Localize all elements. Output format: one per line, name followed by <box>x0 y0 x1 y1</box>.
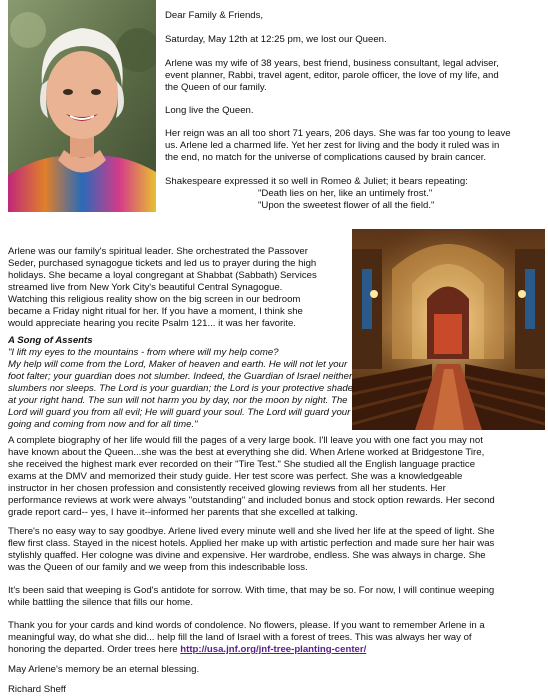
psalm-line-7: going and coming from now and for all time." <box>8 419 198 430</box>
psalm-line-1: "I lift my eyes to the mountains - from where will my help come? <box>8 347 279 358</box>
spiritual-line-6: became a Friday night ritual for her. If you have a moment, I think she <box>8 306 303 317</box>
thanks-line-3-text: honoring the departed. Order trees here <box>8 644 181 655</box>
blessing-line: May Arlene's memory be an eternal blessing. <box>8 664 200 675</box>
quote-line-1: "Death lies on her, like an untimely frost." <box>258 188 433 199</box>
goodbye-line-4: was the Queen of our family and we weep from this indescribable loss. <box>8 562 308 573</box>
long-live-line: Long live the Queen. <box>165 105 254 116</box>
psalm-line-2: My help will come from the Lord, Maker of heaven and earth. He will not let your <box>8 359 348 370</box>
spiritual-line-7: would appreciate hearing you recite Psalm 121... it was her favorite. <box>8 318 296 329</box>
psalm-line-6: Lord will guard you from all evil; He will guard your soul. The Lord will guard your <box>8 407 351 418</box>
reign-line-3: the end, no match for the universe of complications caused by brain cancer. <box>165 152 487 163</box>
intro-line-2: event planner, Rabbi, travel agent, editor, parole officer, the love of my life, and <box>165 70 499 81</box>
goodbye-line-1: There's no easy way to say goodbye. Arlene lived every minute well and she lived her life at the speed of light. She <box>8 526 495 537</box>
thanks-line-3 <box>8 644 366 656</box>
quote-line-2: "Upon the sweetest flower of all the field." <box>258 200 435 211</box>
spiritual-line-2: Seder, purchased synagogue tickets and led us to prayer during the high <box>8 258 317 269</box>
jnf-tree-link[interactable]: http://usa.jnf.org/jnf-tree-planting-center/ <box>180 644 367 655</box>
psalm-line-4: slumbers nor sleeps. The Lord is your guardian; the Lord is your protective shade <box>8 383 354 394</box>
intro-line-1: Arlene was my wife of 38 years, best friend, business consultant, legal adviser, <box>165 58 499 69</box>
synagogue-photo <box>352 229 545 430</box>
bio-line-7: grade report card-- yes, I have it--informed her parents that she excelled at talking. <box>8 507 358 518</box>
bio-line-6: performance reviews at work were always "outstanding" and included bonus and stock option rewards. Her second <box>8 495 495 506</box>
bio-line-5: instructor in her chosen profession and consistently received glowing reviews from all her students. Her <box>8 483 446 494</box>
thanks-line-2: meaningful way, do what she did... help fill the land of Israel with a forest of trees. This was always her way of <box>8 632 472 643</box>
psalm-title: A Song of Assents <box>8 335 93 346</box>
shakespeare-intro: Shakespeare expressed it so well in Romeo & Juliet; it bears repeating: <box>165 176 468 187</box>
weeping-line-2: while battling the silence that fills our home. <box>8 597 194 608</box>
spiritual-line-1: Arlene was our family's spiritual leader. She orchestrated the Passover <box>8 246 308 257</box>
bio-line-4: exams at the DMV and memorized their study guide. Her test score was perfect. She was a knowledgeable <box>8 471 463 482</box>
greeting: Dear Family & Friends, <box>165 10 264 21</box>
portrait-photo <box>8 0 156 212</box>
weeping-line-1: It's been said that weeping is God's antidote for sorrow. With time, that may be so. For now, I will continue weeping <box>8 585 495 596</box>
psalm-line-3: foot falter; your guardian does not slumber. Indeed, the Guardian of Israel neither <box>8 371 353 382</box>
bio-line-1: A complete biography of her life would fill the pages of a very large book. I'll leave you with one fact you may not <box>8 435 483 446</box>
spiritual-line-3: holidays. She became a loyal congregant at Shabbat (Sabbath) Services <box>8 270 317 281</box>
goodbye-line-2: flew first class. Stayed in the nicest hotels. Applied her make up with artistic perfection and made sure her hair was <box>8 538 495 549</box>
goodbye-line-3: stylishly quaffed. Her cologne was divine and expensive. Her wardrobe, endless. She was always in charge. She <box>8 550 486 561</box>
thanks-line-1: Thank you for your cards and kind words of condolence. No flowers, please. If you want to remember Arlene in a <box>8 620 485 631</box>
spiritual-line-5: Watching this religious reality show on the big screen in our bedroom <box>8 294 301 305</box>
bio-line-2: have known about the Queen...she was the best at everything she did. When Arlene worked at Bridgestone Tire, <box>8 447 485 458</box>
bio-line-3: she received the highest mark ever recorded on their "Tire Test." She studied all the English language practice <box>8 459 476 470</box>
psalm-line-5: at your right hand. The sun will not harm you by day, nor the moon by night. The <box>8 395 348 406</box>
reign-line-1: Her reign was an all too short 71 years, 206 days. She was far too young to leave <box>165 128 511 139</box>
intro-line-3: the Queen of our family. <box>165 82 267 93</box>
spiritual-line-4: streamed live from New York City's beautiful Central Synagogue. <box>8 282 283 293</box>
signature: Richard Sheff <box>8 684 66 695</box>
reign-line-2: us. Arlene led a charmed life. Yet her zest for living and the body it ruled was in <box>165 140 500 151</box>
date-line: Saturday, May 12th at 12:25 pm, we lost our Queen. <box>165 34 387 45</box>
